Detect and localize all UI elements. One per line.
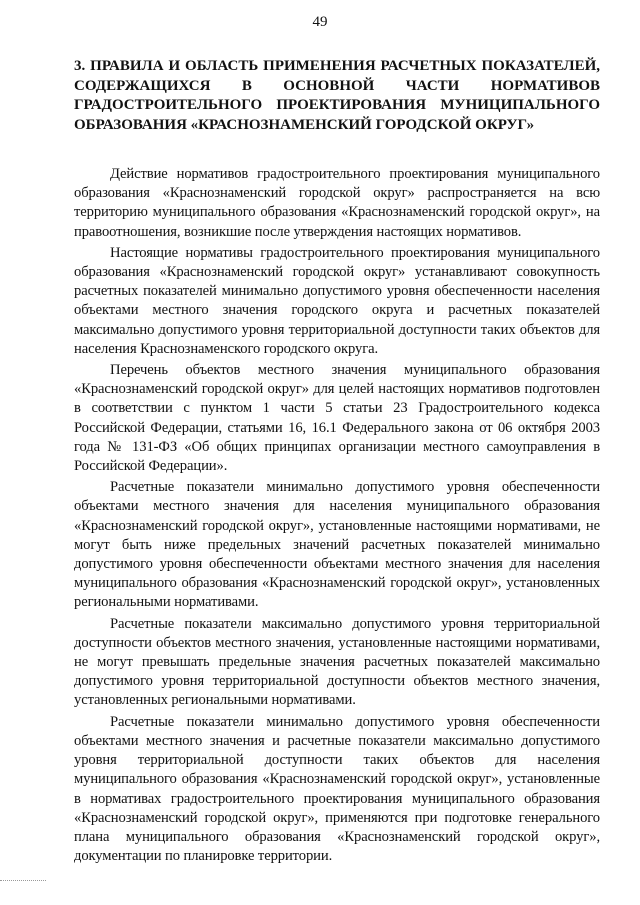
paragraph-object-list: Перечень объектов местного значения муниципального образования «Краснознаменский городской округ» для целей настоящих нормативов подготовлен в соответствии с пунктом 1 части 5 статьи 23 Градостроительного кодекса Российской Федерации, статьями 16, 16.1 Федерального закона от 06 октября 2003 года № 131-ФЗ «Об общих принципах организации местного самоуправления в Российской Федерации». bbox=[74, 362, 600, 475]
page-number: 49 bbox=[312, 14, 328, 30]
paragraph-min-provision: Расчетные показатели минимально допустимого уровня обеспеченности объектами местного значения для населения муниципального образования «Краснознаменский городской округ», установленные настоящими нормативами, не могут быть ниже предельных значений расчетных показателей минимально допустимого уровня обеспеченности объектами местного значения для населения муниципального образования «Краснознаменский городской округ», установленных региональными нормативами. bbox=[74, 479, 600, 611]
paragraph-scope: Действие нормативов градостроительного проектирования муниципального образования «Краснознаменский городской округ» распространяется на всю территорию муниципального образования «Краснознаменский городской округ», на правоотношения, возникшие после утверждения настоящих нормативов. bbox=[74, 166, 600, 240]
section-heading: 3. ПРАВИЛА И ОБЛАСТЬ ПРИМЕНЕНИЯ РАСЧЕТНЫХ ПОКАЗАТЕЛЕЙ, СОДЕРЖАЩИХСЯ В ОСНОВНОЙ ЧАСТИ НОРМАТИВОВ ГРАДОСТРОИТЕЛЬНОГО ПРОЕКТИРОВАНИЯ МУНИЦИПАЛЬНОГО ОБРАЗОВАНИЯ «КРАСНОЗНАМЕНСКИЙ ГОРОДСКОЙ ОКРУГ» bbox=[74, 58, 600, 133]
footer-divider bbox=[0, 880, 46, 881]
paragraph-max-accessibility: Расчетные показатели максимально допустимого уровня территориальной доступности объектов местного значения, установленные настоящими нормативами, не могут превышать предельные значения расчетных показателей максимально допустимого уровня территориальной доступности объектов местного значения, установленных региональными нормативами. bbox=[74, 615, 600, 709]
section-body bbox=[74, 165, 600, 868]
paragraph-purpose: Настоящие нормативы градостроительного проектирования муниципального образования «Краснознаменский городской округ» устанавливают совокупность расчетных показателей минимально допустимого уровня обеспеченности населения объектами местного значения городского округа и расчетных показателей максимально допустимого уровня территориальной доступности таких объектов для населения Краснознаменского городского округа. bbox=[74, 244, 600, 357]
paragraph-application: Расчетные показатели минимально допустимого уровня обеспеченности объектами местного значения и расчетные показатели максимально допустимого уровня территориальной доступности таких объектов для населения муниципального образования «Краснознаменский городской округ», установленные в нормативах градостроительного проектирования муниципального образования «Краснознаменский городской округ», применяются при подготовке генерального плана муниципального образования «Краснознаменский городской округ», документации по планировке территории. bbox=[74, 713, 600, 865]
